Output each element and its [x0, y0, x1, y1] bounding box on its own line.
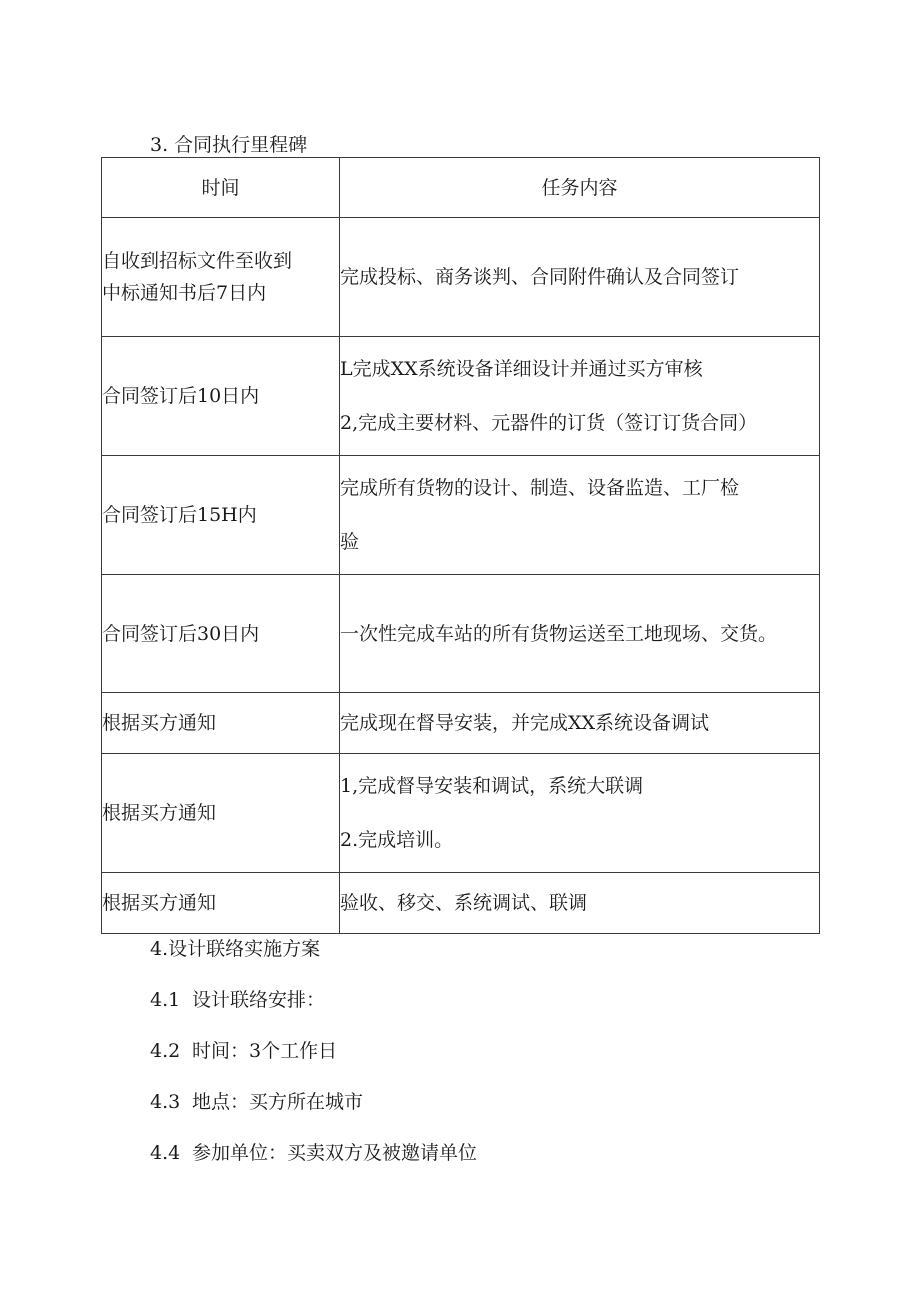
task-cell [340, 337, 820, 456]
time-cell [102, 873, 340, 934]
time-cell [102, 575, 340, 693]
list-item [150, 1090, 477, 1114]
task-cell [340, 754, 820, 873]
table-row [102, 218, 820, 337]
list-item [150, 1039, 477, 1063]
list-item [150, 1141, 477, 1165]
task-cell [340, 456, 820, 575]
header-task: 任务内容 [340, 158, 820, 218]
table-row [102, 337, 820, 456]
time-line: 根据买方通知 [102, 802, 217, 824]
time-cell [102, 456, 340, 575]
item-text: 设计联络安排： [192, 989, 326, 1011]
milestone-table [101, 157, 820, 934]
task-cell [340, 693, 820, 754]
item-number: 4.4 [150, 1142, 181, 1164]
table-row [102, 754, 820, 873]
time-line: 合同签订后10日内 [102, 385, 260, 407]
time-line: 自收到招标文件至收到 [102, 250, 293, 272]
task-line: 验 [340, 531, 360, 553]
task-line: 完成所有货物的设计、制造、设备监造、工厂检 [340, 477, 740, 499]
time-cell [102, 693, 340, 754]
item-number: 4.3 [150, 1091, 181, 1113]
time-cell [102, 218, 340, 337]
time-line: 合同签订后30日内 [102, 622, 260, 645]
list-item [150, 988, 477, 1012]
time-cell [102, 754, 340, 873]
section-3-heading: 3. 合同执行里程碑 [150, 134, 308, 156]
task-line: 完成现在督导安装，并完成XX系统设备调试 [340, 712, 710, 734]
task-line: 2,完成主要材料、元器件的订货（签订订货合同） [340, 412, 758, 434]
item-text: 参加单位：买卖双方及被邀请单位 [192, 1142, 478, 1164]
item-number: 4.1 [150, 989, 181, 1011]
task-line: 1,完成督导安装和调试，系统大联调 [340, 775, 644, 797]
table-row [102, 575, 820, 693]
item-text: 地点：买方所在城市 [192, 1091, 364, 1113]
task-cell [340, 575, 820, 693]
table-row [102, 693, 820, 754]
table-header-row [102, 158, 820, 218]
time-line: 合同签订后15H内 [102, 504, 257, 526]
section-4 [150, 937, 477, 1192]
time-line: 根据买方通知 [102, 892, 217, 914]
task-cell [340, 218, 820, 337]
header-time: 时间 [102, 158, 340, 218]
task-cell [340, 873, 820, 934]
section-4-title: 4.设计联络实施方案 [150, 938, 321, 960]
table-row [102, 873, 820, 934]
time-cell [102, 337, 340, 456]
task-line: 验收、移交、系统调试、联调 [340, 892, 588, 914]
item-number: 4.2 [150, 1040, 181, 1062]
task-line: L完成XX系统设备详细设计并通过买方审核 [340, 358, 703, 380]
time-line: 根据买方通知 [102, 712, 217, 734]
task-line: 完成投标、商务谈判、合同附件确认及合同签订 [340, 266, 740, 288]
item-text: 时间：3个工作日 [192, 1040, 338, 1062]
task-line: 2.完成培训。 [340, 829, 454, 851]
time-line: 中标通知书后7日内 [102, 282, 267, 304]
table-row [102, 456, 820, 575]
task-line: 一次性完成车站的所有货物运送至工地现场、交货。 [340, 622, 778, 645]
